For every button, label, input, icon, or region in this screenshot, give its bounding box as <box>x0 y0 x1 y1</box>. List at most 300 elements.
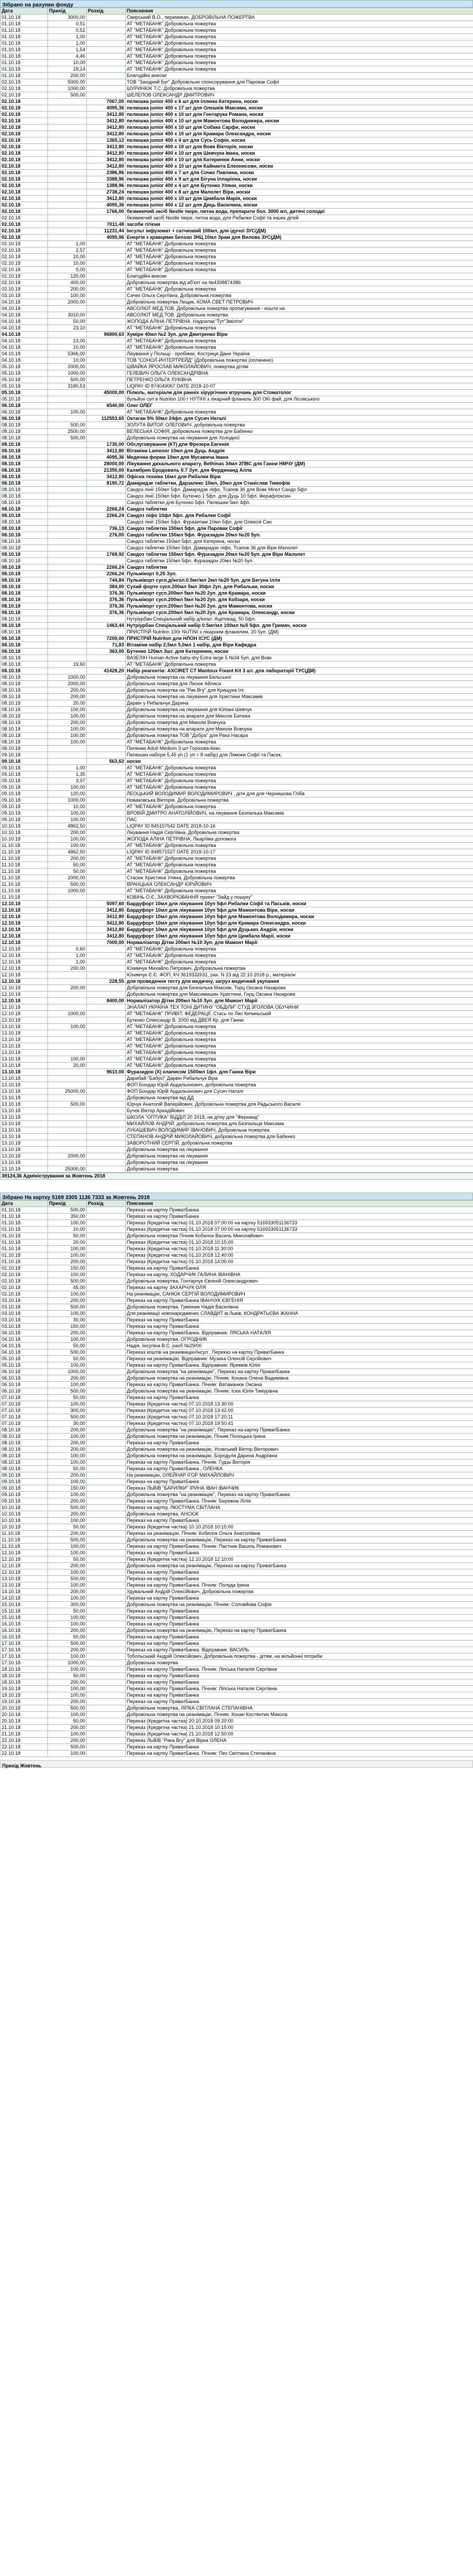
cell-income <box>48 584 87 590</box>
cell-expense <box>87 539 126 545</box>
cell-income: 100,00 <box>48 1272 87 1278</box>
cell-expense: 376,36 <box>87 590 126 597</box>
table-row <box>1 681 473 687</box>
cell-date: 01.10.18 <box>1 1227 48 1233</box>
cell-income: 100,00 <box>48 810 87 817</box>
cell-date: 18.10.18 <box>1 1666 48 1673</box>
cell-income <box>48 1030 87 1037</box>
table-row <box>1 1121 473 1127</box>
cell-date: 08.10.18 <box>1 506 48 513</box>
cell-date: 06.10.18 <box>1 403 48 409</box>
cell-income: 10,00 <box>48 357 87 364</box>
cell-description: Надія, Інсуліна В.С. рах5 №29/00 <box>126 1343 473 1349</box>
cell-income: 100,00 <box>48 1621 87 1628</box>
cell-date: 08.10.18 <box>1 610 48 616</box>
cell-date: 08.10.18 <box>1 674 48 681</box>
cell-income: 200,00 <box>48 1259 87 1265</box>
cell-expense <box>87 1576 126 1582</box>
cell-description: Добровільна пожертва на апарати для Миколи Вовчука <box>126 726 473 733</box>
cell-description: пелюшка junior 400 x 17 шт для Олешків Максима, носки <box>126 105 473 112</box>
cell-description: Добровільна пожертва на лікування для Христини Максимів <box>126 694 473 700</box>
cell-income: 200,00 <box>48 694 87 700</box>
cell-description: Переказ (Кредитна частка) 21.10.2018 12:50:00 <box>126 1731 473 1738</box>
table-row <box>1 1699 473 1705</box>
table-row <box>1 40 473 47</box>
total-label: 39124,36 Адміністрування за Жовтень 2018 <box>1 1173 473 1180</box>
cell-expense <box>87 493 126 500</box>
table-row <box>1 500 473 506</box>
cell-description: Стасюк Христина Уляна, Добровільна пожертва <box>126 875 473 881</box>
cell-expense: 8190,72 <box>87 480 126 487</box>
table-row <box>1 720 473 726</box>
cell-income: 100,00 <box>48 1459 87 1466</box>
table-row <box>1 1095 473 1101</box>
cell-date: 08.10.18 <box>1 558 48 564</box>
cell-description: КОВІНЬ О.Є, ЗАХВОРЮВАННЯ проект "Зайд у пошуку" <box>126 894 473 901</box>
cell-date: 08.10.18 <box>1 532 48 539</box>
cell-income <box>48 157 87 163</box>
cell-date: 18.10.18 <box>1 1673 48 1679</box>
table-row <box>1 1311 473 1317</box>
cell-description: Дарибай "Бабусі" Дарвін Рибальчук Віра <box>126 1076 473 1082</box>
cell-income: 50,00 <box>48 1718 87 1725</box>
cell-date: 02.10.18 <box>1 86 48 92</box>
cell-date: 08.10.18 <box>1 629 48 636</box>
table-row <box>1 390 473 396</box>
cell-description: АТ "МЕТАБАНК" Добровільна пожертва <box>126 260 473 267</box>
cell-date: 01.10.18 <box>1 66 48 73</box>
cell-date: 04.10.18 <box>1 332 48 338</box>
table-row <box>1 1114 473 1121</box>
cell-income: 50,00 <box>48 1556 87 1563</box>
table-row <box>1 1089 473 1095</box>
cell-expense <box>87 1252 126 1259</box>
cell-expense <box>87 86 126 92</box>
cell-date: 08.10.18 <box>1 493 48 500</box>
cell-income <box>48 461 87 467</box>
cell-income: 5000,00 <box>48 79 87 86</box>
cell-expense <box>87 1511 126 1518</box>
cell-expense <box>87 1382 126 1388</box>
cell-income: 0,52 <box>48 27 87 34</box>
table-row <box>1 1239 473 1246</box>
cell-date: 18.10.18 <box>1 1679 48 1686</box>
cell-date: 02.10.18 <box>1 92 48 99</box>
cell-date: 21.10.18 <box>1 1731 48 1738</box>
cell-date: 08.10.18 <box>1 571 48 577</box>
cell-description: АТ "МЕТАБАНК" Добровільна пожертва <box>126 843 473 849</box>
cell-expense <box>87 1563 126 1569</box>
cell-description: АВСОЛЮТ МЕД.ТОВ. Добровільна пожертва <box>126 312 473 319</box>
cell-date: 21.10.18 <box>1 1725 48 1731</box>
cell-expense: 384,00 <box>87 584 126 590</box>
table-row <box>1 416 473 422</box>
cell-income: 25000,00 <box>48 1089 87 1095</box>
cell-date: 05.10.18 <box>1 377 48 383</box>
cell-income <box>48 235 87 241</box>
table-row <box>1 752 473 759</box>
cell-description: ВАЗЕЛІН Human Active baby-dry Extra large 5 №34 5уп. для Вовк <box>126 655 473 662</box>
cell-expense <box>87 27 126 34</box>
cell-expense <box>87 862 126 869</box>
cell-description: Переказ коштів на реанімацію/Інсул , Переказ на картку ПриватБанка <box>126 1349 473 1356</box>
cell-expense: 2266,24 <box>87 571 126 577</box>
cell-income <box>48 920 87 927</box>
table-row <box>1 1356 473 1362</box>
cell-expense <box>87 765 126 772</box>
cell-expense <box>87 1388 126 1395</box>
cell-expense <box>87 1427 126 1434</box>
cell-description: АТ "МЕТАБАНК" Добровільна пожертва <box>126 1056 473 1063</box>
cell-date: 04.10.18 <box>1 319 48 325</box>
cell-expense <box>87 985 126 991</box>
cell-date: 03.10.18 <box>1 293 48 299</box>
cell-income: 200,00 <box>48 73 87 79</box>
table-row <box>1 254 473 260</box>
cell-description: ПЕТРЕНКО ОЛЬГА ЛУКІВНА <box>126 377 473 383</box>
table-row <box>1 1615 473 1621</box>
cell-income: 100,00 <box>48 733 87 739</box>
cell-income <box>48 1004 87 1011</box>
cell-income: 100,00 <box>48 1252 87 1259</box>
cell-income <box>48 183 87 189</box>
cell-expense <box>87 53 126 60</box>
cell-expense <box>87 1615 126 1621</box>
cell-income: 100,00 <box>48 409 87 416</box>
cell-description: Добровільна пожертва на лікування для Юліані Шевчук <box>126 707 473 713</box>
table-row <box>1 47 473 53</box>
table-row <box>1 1628 473 1634</box>
cell-date: 02.10.18 <box>1 118 48 125</box>
cell-date: 08.10.18 <box>1 636 48 642</box>
cell-description: АТ "МЕТАБАНК" Добровільна пожертва <box>126 784 473 791</box>
cell-income: 3,97 <box>48 778 87 784</box>
table-row <box>1 299 473 306</box>
cell-expense: 363,00 <box>87 649 126 655</box>
cell-expense <box>87 422 126 429</box>
table-row <box>1 907 473 914</box>
cell-income: 1000,00 <box>48 797 87 804</box>
cell-expense <box>87 79 126 86</box>
cell-income <box>48 222 87 228</box>
table-row <box>1 461 473 467</box>
cell-expense <box>87 1686 126 1692</box>
cell-income <box>48 228 87 235</box>
cell-income: 20,00 <box>48 1239 87 1246</box>
cell-description: Інсульт інфузомат + cатчковий 100мл, для ідучої ЗУС(ДМ) <box>126 228 473 235</box>
cell-income <box>48 493 87 500</box>
cell-date: 09.10.18 <box>1 797 48 804</box>
cell-date: 22.10.18 <box>1 1751 48 1757</box>
table-row <box>1 241 473 247</box>
cell-description: Набір реагентів: AXCIRET CT Mantoux Fixant Kit 3 шт. для лабораторії ТУС(ДМ) <box>126 668 473 674</box>
cell-income: 200,00 <box>48 286 87 293</box>
cell-date: 03.10.18 <box>1 1304 48 1311</box>
cell-description: пелюшка junior 400 x 10 шт для Крамара Олександра, носки <box>126 131 473 137</box>
header-description: Пояснення <box>126 8 473 15</box>
cell-expense <box>87 1440 126 1447</box>
table-row <box>1 1337 473 1343</box>
cell-income: 300,00 <box>48 1602 87 1608</box>
cell-income: 200,00 <box>48 1330 87 1337</box>
cell-date: 01.10.18 <box>1 21 48 27</box>
cell-date: 08.10.18 <box>1 590 48 597</box>
cell-description: Добровільна пожертва "на реанімацію", Переказ на картку ПриватБанка <box>126 1369 473 1375</box>
table-row <box>1 830 473 836</box>
table-row <box>1 1369 473 1375</box>
cell-expense <box>87 1134 126 1140</box>
header-expense: Розхід <box>87 8 126 15</box>
cell-date: 12.10.18 <box>1 920 48 927</box>
cell-income: 500,00 <box>48 1207 87 1214</box>
cell-description: Добровільна пожертва на реанімацію. Пічняк: Соловйова Софія <box>126 1602 473 1608</box>
cell-date: 12.10.18 <box>1 1011 48 1017</box>
table-row <box>1 1731 473 1738</box>
cell-expense <box>87 1343 126 1349</box>
cell-expense <box>87 1214 126 1220</box>
cell-description: ШУРИНЮК Т.С. Добровільна пожертва <box>126 86 473 92</box>
table-row <box>1 1069 473 1076</box>
cell-date: 01.10.18 <box>1 1239 48 1246</box>
cell-expense <box>87 1699 126 1705</box>
cell-description: Новаковська Вікторія, Добровільна пожертва <box>126 797 473 804</box>
table-row <box>1 1388 473 1395</box>
cell-income <box>48 442 87 448</box>
cell-expense <box>87 1731 126 1738</box>
cell-income: 100,00 <box>48 1712 87 1718</box>
table-row <box>1 1324 473 1330</box>
cell-date: 02.10.18 <box>1 170 48 176</box>
cell-date: 06.10.18 <box>1 1382 48 1388</box>
cell-date: 12.10.18 <box>1 1550 48 1556</box>
cell-expense <box>87 1056 126 1063</box>
table-row <box>1 519 473 526</box>
cell-date: 20.10.18 <box>1 1712 48 1718</box>
cell-description: Переказ на картку ПриватБанка <box>126 1569 473 1576</box>
cell-expense: 3412,80 <box>87 118 126 125</box>
cell-income <box>48 176 87 183</box>
cell-income: 200,00 <box>48 1738 87 1744</box>
cell-income <box>48 1050 87 1056</box>
cell-description: ЖОПОДА АЛІНА ПЕТРІВНА, Лікар/Іма допомога <box>126 836 473 843</box>
cell-date: 20.10.18 <box>1 1705 48 1712</box>
cell-date: 11.10.18 <box>1 1531 48 1537</box>
cell-expense: 41428,20 <box>87 668 126 674</box>
cell-date: 08.10.18 <box>1 442 48 448</box>
cell-description: АТ "МЕТАБАНК" Добровільна пожертва <box>126 286 473 293</box>
table-row <box>1 112 473 118</box>
spacer <box>0 1180 473 1193</box>
cell-expense <box>87 1718 126 1725</box>
cell-income: 50,00 <box>48 1634 87 1641</box>
cell-description: Переказ на картку ПриватБанка <box>126 1324 473 1330</box>
table-row <box>1 1343 473 1349</box>
cell-income: 200,00 <box>48 1298 87 1304</box>
header-income: Прихід <box>48 8 87 15</box>
cell-income <box>48 163 87 170</box>
cell-expense <box>87 946 126 953</box>
table-row <box>1 1673 473 1679</box>
cell-description: Переказ на картку ПриватБанка <box>126 1641 473 1647</box>
cell-date: 02.10.18 <box>1 215 48 222</box>
cell-description: пелюшка junior 400 x 6 шт для Іллюка Катерина, носки <box>126 99 473 105</box>
cell-date: 02.10.18 <box>1 105 48 112</box>
cell-income: 100,00 <box>48 713 87 720</box>
cell-description: Офісна техніка 16мл для Рибалки Віри <box>126 474 473 480</box>
table-row <box>1 1408 473 1414</box>
cell-description: Переказ на картку ПриватБанка <box>126 1595 473 1602</box>
cell-date: 12.10.18 <box>1 985 48 991</box>
cell-description: Сачек Ольга Сергіївна, Добровільна пожертва <box>126 293 473 299</box>
cell-expense <box>87 396 126 403</box>
cell-description: Добровільна пожертва від ДД <box>126 1095 473 1101</box>
cell-expense <box>87 1395 126 1401</box>
cell-income <box>48 170 87 176</box>
cell-date: 02.10.18 <box>1 99 48 105</box>
cell-expense <box>87 991 126 998</box>
cell-description: Добровільна пожертва, ЛІПКА СВІТЛАНА СТЕПАНІВНА <box>126 1705 473 1712</box>
cell-date: 10.10.18 <box>1 836 48 843</box>
cell-expense <box>87 1246 126 1252</box>
table-row <box>1 338 473 345</box>
cell-description: АТ "МЕТАБАНК" Добровільна пожертва <box>126 53 473 60</box>
table-row <box>1 674 473 681</box>
cell-date: 13.10.18 <box>1 1030 48 1037</box>
cell-expense <box>87 1459 126 1466</box>
cell-expense <box>87 687 126 694</box>
cell-date: 02.10.18 <box>1 137 48 144</box>
table-row <box>1 946 473 953</box>
cell-income: 350,00 <box>48 1214 87 1220</box>
cell-expense <box>87 273 126 280</box>
cell-income: 4,46 <box>48 53 87 60</box>
cell-expense: 1463,44 <box>87 623 126 629</box>
header-expense: Розхід <box>87 1201 126 1207</box>
cell-date: 03.10.18 <box>1 1324 48 1330</box>
table-row <box>1 1556 473 1563</box>
table-row <box>1 1265 473 1272</box>
table-row <box>1 1434 473 1440</box>
cell-date: 02.10.18 <box>1 286 48 293</box>
cell-description: Переказ на картку ПриватБанка , ОЛЕНКА <box>126 1466 473 1472</box>
table-row <box>1 927 473 933</box>
cell-income: 1,00 <box>48 765 87 772</box>
cell-income: 200,00 <box>48 985 87 991</box>
cell-income <box>48 752 87 759</box>
cell-date: 12.10.18 <box>1 1563 48 1569</box>
cell-income: 2,57 <box>48 247 87 254</box>
total-row <box>1 1173 473 1180</box>
cell-description: АТ "МЕТАБАНК" Добровільна пожертва <box>126 1050 473 1056</box>
cell-income: 200,00 <box>48 1679 87 1686</box>
cell-income: 200,00 <box>48 1628 87 1634</box>
cell-expense <box>87 66 126 73</box>
cell-date: 09.10.18 <box>1 765 48 772</box>
cell-income: 1,54 <box>48 47 87 53</box>
table-row <box>1 1050 473 1056</box>
cell-income: 3180,53 <box>48 383 87 390</box>
table-row <box>1 694 473 700</box>
cell-income: 200,00 <box>48 1447 87 1453</box>
cell-date: 04.10.18 <box>1 299 48 306</box>
cell-date: 11.10.18 <box>1 843 48 849</box>
cell-description: Добровільна пожертва на реанімацію, Переказ на картку ПриватБанка <box>126 1537 473 1544</box>
cell-expense <box>87 1569 126 1576</box>
cell-description: Переказ на картку, ЛЮСТУМА СВІТЛАНА <box>126 1505 473 1511</box>
table-row <box>1 1030 473 1037</box>
cell-income: 100,00 <box>48 739 87 746</box>
cell-date: 08.10.18 <box>1 422 48 429</box>
cell-date: 12.10.18 <box>1 914 48 920</box>
cell-description: Для реанімації новонароджених СЛАВДИТ м.Львів, КОНДРАТЬЄВА ЖАННА <box>126 1311 473 1317</box>
cell-date: 08.10.18 <box>1 480 48 487</box>
cell-expense <box>87 1324 126 1330</box>
cell-description: Добровільна пожертва на реанімацію, Переказ на картку ПриватБанка <box>126 1628 473 1634</box>
cell-expense <box>87 720 126 726</box>
table-row <box>1 1654 473 1660</box>
cell-description: бульйон суп в Nutrilon 100 г НУТІНІ з лікарний фланель 300 ОКІ фай, для Лісовського <box>126 396 473 403</box>
cell-date: 04.10.18 <box>1 351 48 357</box>
cell-income: 3010,00 <box>48 312 87 319</box>
cell-income <box>48 623 87 629</box>
cell-date: 05.10.18 <box>1 1362 48 1369</box>
cell-income <box>48 991 87 998</box>
cell-date: 08.10.18 <box>1 1459 48 1466</box>
table-row <box>1 131 473 137</box>
cell-date: 08.10.18 <box>1 584 48 590</box>
cell-income: 45,00 <box>48 1285 87 1291</box>
cell-income: 50,00 <box>48 1673 87 1679</box>
cell-description: Пілюль, матеріали для ранніх хірургічних втручань для Стоматолог <box>126 390 473 396</box>
table-row <box>1 79 473 86</box>
cell-date: 08.10.18 <box>1 616 48 623</box>
cell-expense <box>87 1712 126 1718</box>
cell-expense <box>87 545 126 552</box>
cell-income: 100,00 <box>48 1582 87 1589</box>
cell-expense <box>87 1265 126 1272</box>
cell-expense: 7200,00 <box>87 636 126 642</box>
cell-description: Нормалізатор Дітки 200мл №10 3уп. для Мамонт Марії <box>126 998 473 1004</box>
cell-income: 100,00 <box>48 1479 87 1485</box>
table-row <box>1 1349 473 1356</box>
cell-income <box>48 209 87 215</box>
table-row <box>1 105 473 112</box>
cell-income <box>48 590 87 597</box>
cell-description: АТ "МЕТАБАНК" Добровільна пожертва <box>126 1037 473 1043</box>
cell-description: Добровільна пожертва, Гумінник Надія Василівна <box>126 1304 473 1311</box>
cell-description: Добровільна пожертва на реанімацію, Пічняк: Кохана Олена Вадимівна <box>126 1375 473 1382</box>
cell-description: Пеленки Adult Medium 3 шт Горіхова-Кекс <box>126 746 473 752</box>
cell-expense: 744,84 <box>87 577 126 584</box>
table-row <box>1 150 473 157</box>
table-row <box>1 364 473 370</box>
cell-date: 02.10.18 <box>1 209 48 215</box>
cell-expense <box>87 215 126 222</box>
cell-description: Добровільна пожертва на лікування для Холодної <box>126 435 473 442</box>
table-row <box>1 1011 473 1017</box>
cell-date: 10.10.18 <box>1 823 48 830</box>
table-row <box>1 1056 473 1063</box>
cell-expense <box>87 1673 126 1679</box>
cell-income: 13,00 <box>48 338 87 345</box>
cell-expense: 4095,36 <box>87 202 126 209</box>
cell-income: 25000,00 <box>48 1166 87 1173</box>
cell-expense <box>87 1738 126 1744</box>
table-row <box>1 435 473 442</box>
cell-description: Лікування дихального апарату, Bethinas 34мл 2ПВС для Ганни НМЧУ (ДМ) <box>126 461 473 467</box>
cell-description: Сандоз таблетки 150мл 5фл. для Паровак Софії <box>126 526 473 532</box>
table-row <box>1 319 473 325</box>
